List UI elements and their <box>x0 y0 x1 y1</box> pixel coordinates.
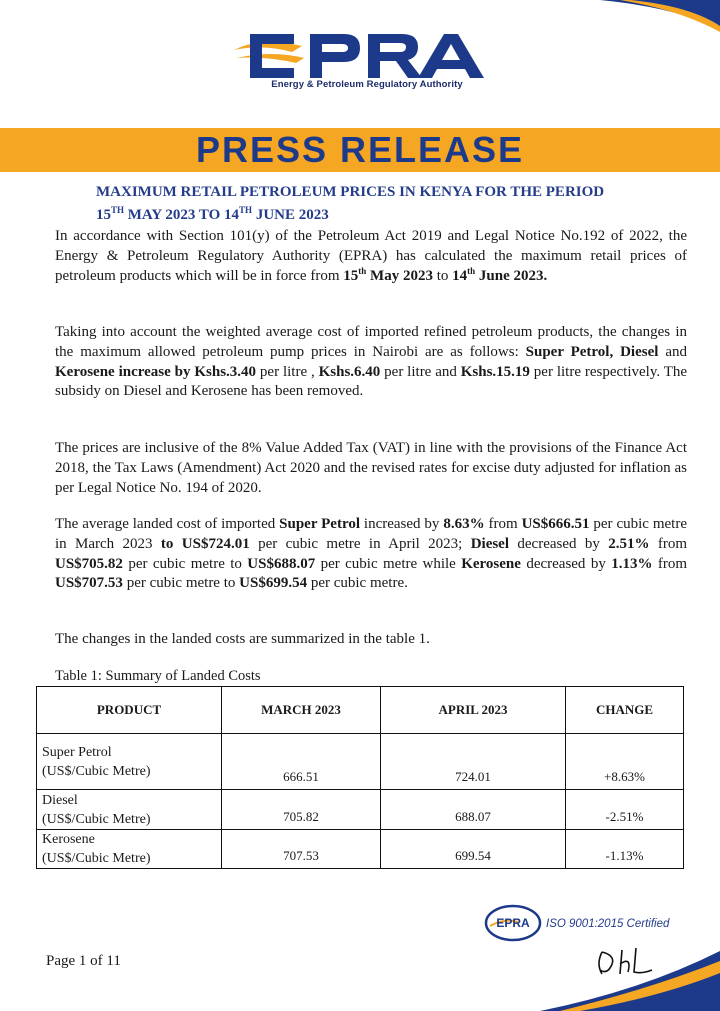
header-april: APRIL 2023 <box>381 687 566 734</box>
table-row <box>37 830 684 869</box>
paragraph-price-changes: Taking into account the weighted average cost of imported refined petroleum products, the changes in the maximum allowed petroleum pump prices in Nairobi are as follows: Super Petrol, Diesel and Kerosene increase by Kshs.3.40 per litre , Kshs.6.40 per litre and Kshs.15.19 per litre respectively. The subsidy on Diesel and Kerosene has been removed. <box>55 324 688 400</box>
paragraph-legal-basis: In accordance with Section 101(y) of the Petroleum Act 2019 and Legal Notice No.192 of 2022, the Energy & Petroleum Regulatory Authority (EPRA) has calculated the maximum retail prices of petroleum products which will be in force from 15th May 2023 to 14th June 2023. <box>55 228 687 284</box>
logo-subtitle: Energy & Petroleum Regulatory Authority <box>271 79 463 90</box>
banner-title: PRESS RELEASE <box>195 129 525 170</box>
cell-april: 724.01 <box>381 734 566 790</box>
paragraph-vat: The prices are inclusive of the 8% Value Added Tax (VAT) in line with the provisions of the Finance Act 2018, the Tax Laws (Amendment) Act 2020 and the revised rates for excise duty adjusted for inflation as per Legal Notice No. 194 of 2020. <box>55 440 687 496</box>
cell-product: Super Petrol (US$/Cubic Metre) <box>37 734 222 790</box>
heading-line-2: 15TH MAY 2023 TO 14TH JUNE 2023 <box>96 205 329 223</box>
cell-change: -1.13% <box>566 830 684 869</box>
table-caption: Table 1: Summary of Landed Costs <box>55 668 261 684</box>
cell-april: 688.07 <box>381 790 566 830</box>
page-number: Page 1 of 11 <box>46 953 121 969</box>
table-row <box>37 790 684 830</box>
epra-seal-icon <box>484 904 542 942</box>
cell-change: -2.51% <box>566 790 684 830</box>
heading-line-1: MAXIMUM RETAIL PETROLEUM PRICES IN KENYA FOR THE PERIOD <box>96 184 605 200</box>
paragraph-landed-cost: The average landed cost of imported Super Petrol increased by 8.63% from US$666.51 per cubic metre in March 2023 to US$724.01 per cubic metre in April 2023; Diesel decreased by 2.51% from US$705.82 per cubic metre to US$688.07 per cubic metre while Kerosene decreased by 1.13% from US$707.53 per cubic metre to US$699.54 per cubic metre. <box>55 516 688 592</box>
header-product: PRODUCT <box>37 687 222 734</box>
cell-change: +8.63% <box>566 734 684 790</box>
header-march: MARCH 2023 <box>222 687 381 734</box>
landed-costs-table <box>36 686 684 869</box>
document-heading <box>96 183 676 224</box>
corner-decoration-top <box>600 0 720 40</box>
cell-march: 707.53 <box>222 830 381 869</box>
certification-text: ISO 9001:2015 Certified <box>546 918 670 930</box>
signature-icon <box>592 942 662 980</box>
cell-march: 666.51 <box>222 734 381 790</box>
table-row <box>37 734 684 790</box>
seal-text: EPRA <box>496 916 530 930</box>
cell-product: Kerosene (US$/Cubic Metre) <box>37 830 222 869</box>
paragraph-table-intro: The changes in the landed costs are summarized in the table 1. <box>55 631 430 647</box>
header-change: CHANGE <box>566 687 684 734</box>
cell-april: 699.54 <box>381 830 566 869</box>
cell-product: Diesel (US$/Cubic Metre) <box>37 790 222 830</box>
table-header-row <box>37 687 684 734</box>
cell-march: 705.82 <box>222 790 381 830</box>
